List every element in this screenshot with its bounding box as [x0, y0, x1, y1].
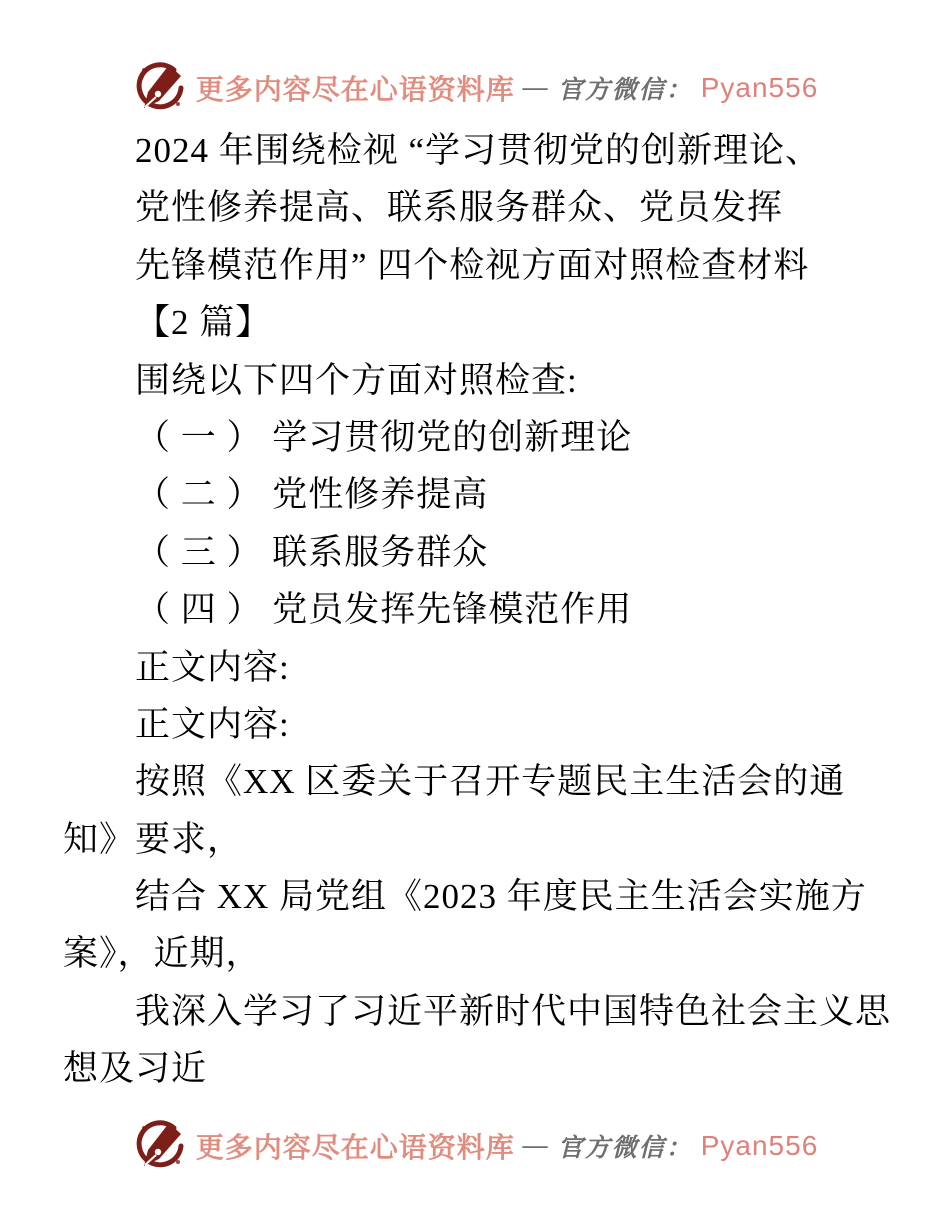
brand-text: 更多内容尽在心语资料库	[195, 75, 515, 106]
wechat-id: Pyan556	[700, 1130, 819, 1161]
doc-line-list: （ 四 ） 党员发挥先锋模范作用	[135, 590, 633, 630]
doc-line-list: （ 一 ） 学习贯彻党的创新理论	[135, 417, 633, 457]
pen-nib-swirl-logo-icon	[132, 1118, 188, 1174]
doc-line-body: 按照《XX 区委关于召开专题民主生活会的通	[135, 762, 846, 802]
doc-line-list: （ 三 ） 联系服务群众	[135, 532, 489, 572]
doc-line-body: 围绕以下四个方面对照检查:	[135, 360, 578, 400]
doc-line-title: 【2 篇】	[135, 303, 272, 343]
header-watermark	[0, 58, 950, 118]
wechat-id: Pyan556	[700, 72, 819, 103]
footer-watermark	[0, 1116, 950, 1176]
doc-line-body: 正文内容:	[135, 704, 290, 744]
document-body	[63, 122, 890, 1098]
wechat-label: 官方微信：	[557, 1135, 693, 1162]
doc-line-title: 党性修养提高、联系服务群众、党员发挥	[135, 188, 784, 228]
doc-line-body: 正文内容:	[135, 647, 290, 687]
doc-line-body: 我深入学习了习近平新时代中国特色社会主义思	[135, 991, 892, 1031]
doc-line-body: 结合 XX 局党组《2023 年度民主生活会实施方	[135, 877, 867, 917]
separator-dash: —	[522, 1132, 550, 1159]
doc-line-body: 案》，近期，	[63, 934, 262, 974]
doc-line-body: 知》要求，	[63, 819, 244, 859]
doc-line-title: 先锋模范作用” 四个检视方面对照检查材料	[135, 245, 810, 285]
separator-dash: —	[522, 74, 550, 101]
doc-line-title: 2024 年围绕检视 “学习贯彻党的创新理论、	[135, 131, 822, 170]
brand-text: 更多内容尽在心语资料库	[195, 1133, 515, 1164]
doc-line-list: （ 二 ） 党性修养提高	[135, 475, 489, 515]
pen-nib-swirl-logo-icon	[132, 60, 188, 116]
doc-line-body: 想及习近	[63, 1049, 208, 1089]
wechat-label: 官方微信：	[557, 77, 693, 104]
